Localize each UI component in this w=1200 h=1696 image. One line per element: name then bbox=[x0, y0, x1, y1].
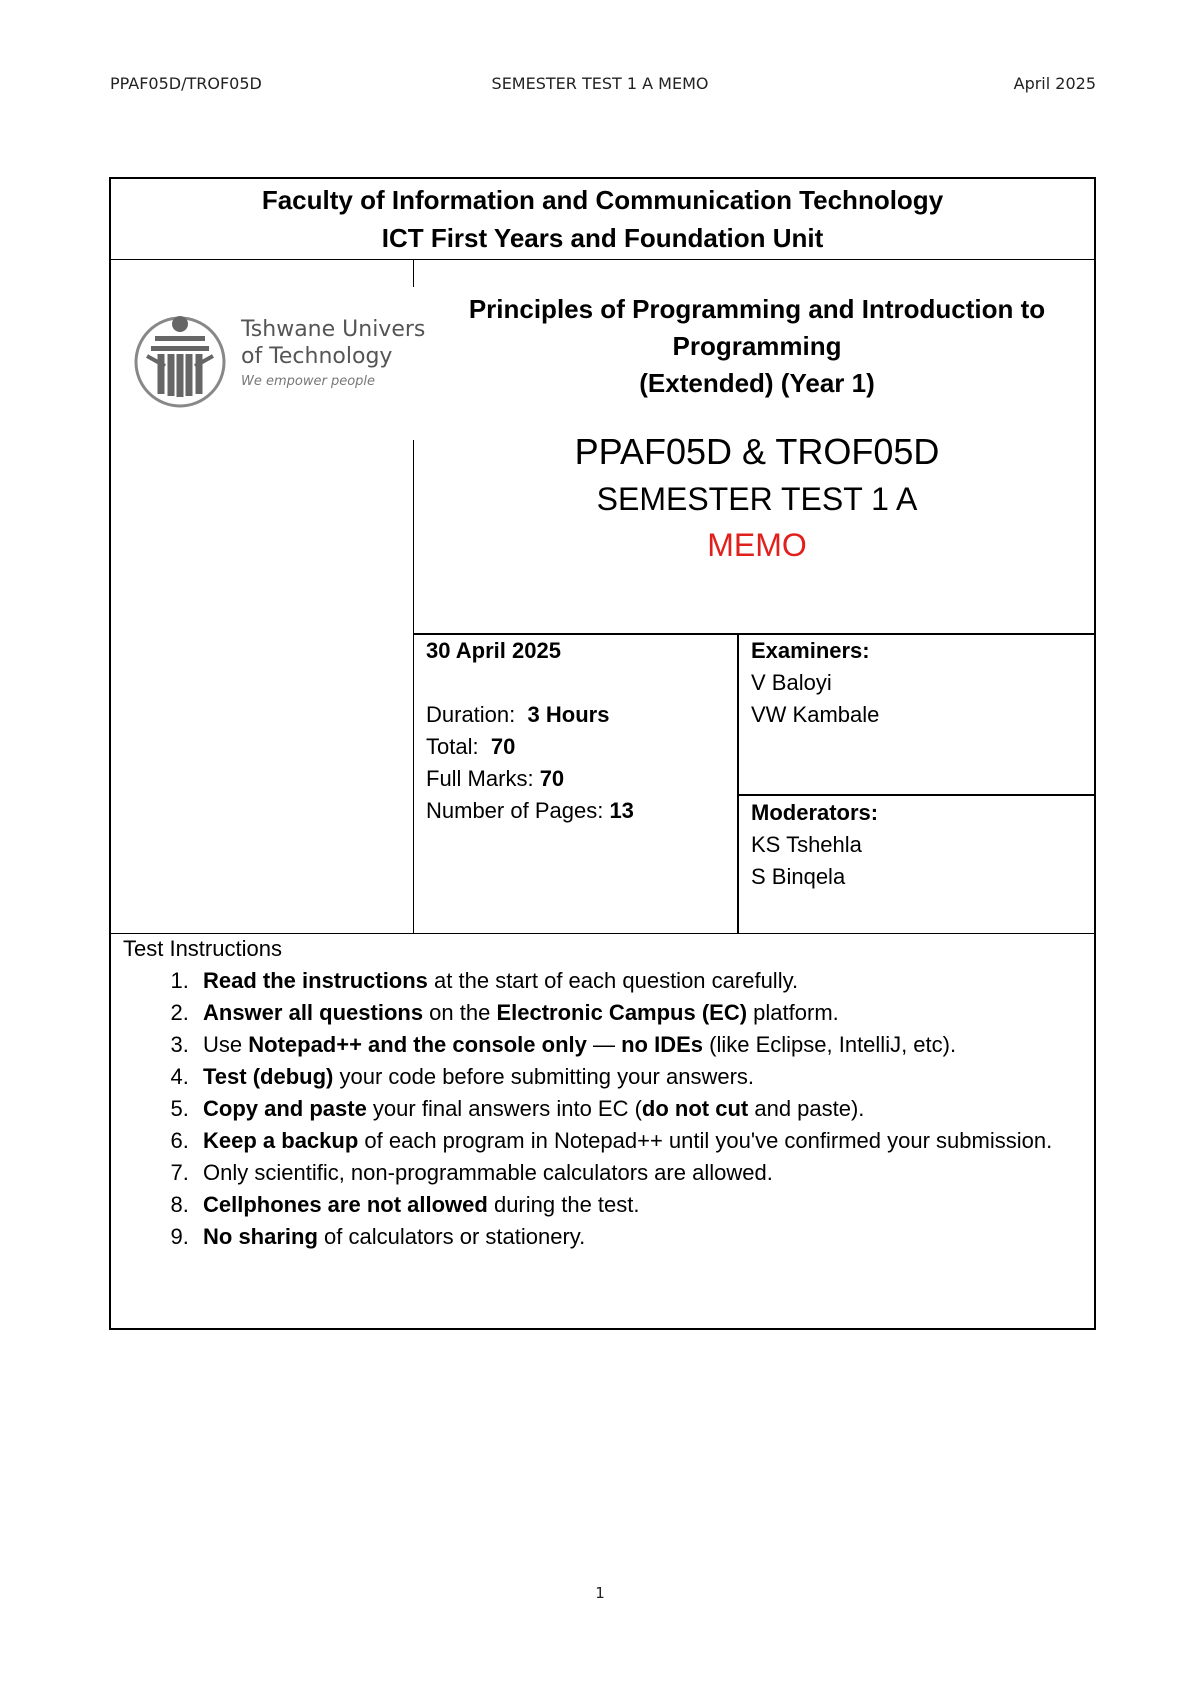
instruction-item: 3. Use Notepad++ and the console only — no IDEs (like Eclipse, IntelliJ, etc). bbox=[195, 1029, 1083, 1061]
examiners-label: Examiners: bbox=[751, 638, 870, 663]
logo-tagline: We empower people bbox=[241, 374, 376, 389]
logo-wordmark bbox=[241, 316, 425, 389]
faculty-name: Faculty of Information and Communication Technology bbox=[261, 185, 944, 215]
instruction-item: 9. No sharing of calculators or stationery. bbox=[195, 1221, 1083, 1253]
divider bbox=[413, 440, 414, 933]
unit-name: ICT First Years and Foundation Unit bbox=[381, 223, 824, 253]
course-title-block bbox=[418, 291, 1096, 568]
cover-table bbox=[109, 177, 1096, 1330]
full-marks-value: 70 bbox=[539, 766, 565, 791]
divider bbox=[111, 259, 1094, 260]
instructions-title: Test Instructions bbox=[123, 936, 282, 961]
pages-label: Number of Pages: bbox=[426, 798, 604, 823]
instruction-item: 5. Copy and paste your final answers into EC (do not cut and paste). bbox=[195, 1093, 1083, 1125]
divider bbox=[413, 259, 414, 287]
course-title-line-1: Principles of Programming and Introduction to bbox=[468, 294, 1046, 324]
memo-label: MEMO bbox=[707, 527, 807, 563]
tut-emblem-icon bbox=[125, 304, 235, 414]
instructions-list bbox=[123, 965, 1083, 1253]
total-value: 70 bbox=[490, 734, 516, 759]
running-header-title: SEMESTER TEST 1 A MEMO bbox=[491, 74, 709, 93]
page-number: 1 bbox=[595, 1584, 605, 1602]
duration-value: 3 Hours bbox=[527, 702, 610, 727]
full-marks-row bbox=[426, 763, 634, 795]
examiner-name: V Baloyi bbox=[751, 670, 832, 695]
moderator-name: S Binqela bbox=[751, 864, 846, 889]
test-date: 30 April 2025 bbox=[426, 638, 561, 663]
instruction-item: 2. Answer all questions on the Electronic Campus (EC) platform. bbox=[195, 997, 1083, 1029]
faculty-heading bbox=[111, 181, 1094, 257]
moderators-block bbox=[751, 797, 878, 893]
test-name: SEMESTER TEST 1 A bbox=[596, 481, 918, 517]
course-title-line-2: Programming bbox=[672, 331, 842, 361]
test-details bbox=[426, 635, 634, 827]
examiner-name: VW Kambale bbox=[751, 702, 880, 727]
total-label: Total: bbox=[426, 734, 479, 759]
test-instructions bbox=[123, 933, 1083, 1253]
course-codes: PPAF05D & TROF05D bbox=[574, 431, 940, 472]
pages-row bbox=[426, 795, 634, 827]
logo-line-2: of Technology bbox=[241, 344, 393, 369]
divider bbox=[737, 633, 739, 933]
pages-value: 13 bbox=[609, 798, 634, 823]
instruction-item: 8. Cellphones are not allowed during the test. bbox=[195, 1189, 1083, 1221]
instruction-item: 1. Read the instructions at the start of each question carefully. bbox=[195, 965, 1083, 997]
instruction-item: 7. Only scientific, non-programmable calculators are allowed. bbox=[195, 1157, 1083, 1189]
instruction-item: 6. Keep a backup of each program in Notepad++ until you've confirmed your submission. bbox=[195, 1125, 1083, 1157]
university-logo bbox=[125, 304, 426, 414]
course-title-line-3: (Extended) (Year 1) bbox=[639, 368, 875, 398]
logo-line-1: Tshwane Univers bbox=[241, 317, 426, 342]
duration-row bbox=[426, 699, 634, 731]
running-header-date: April 2025 bbox=[1013, 74, 1096, 93]
moderators-label: Moderators: bbox=[751, 800, 879, 825]
full-marks-label: Full Marks: bbox=[426, 766, 534, 791]
total-row bbox=[426, 731, 634, 763]
examiners-block bbox=[751, 635, 879, 731]
instruction-item: 4. Test (debug) your code before submitting your answers. bbox=[195, 1061, 1083, 1093]
moderator-name: KS Tshehla bbox=[751, 832, 862, 857]
divider bbox=[737, 794, 1094, 796]
duration-label: Duration: bbox=[426, 702, 516, 727]
running-header-course-code: PPAF05D/TROF05D bbox=[110, 74, 262, 93]
